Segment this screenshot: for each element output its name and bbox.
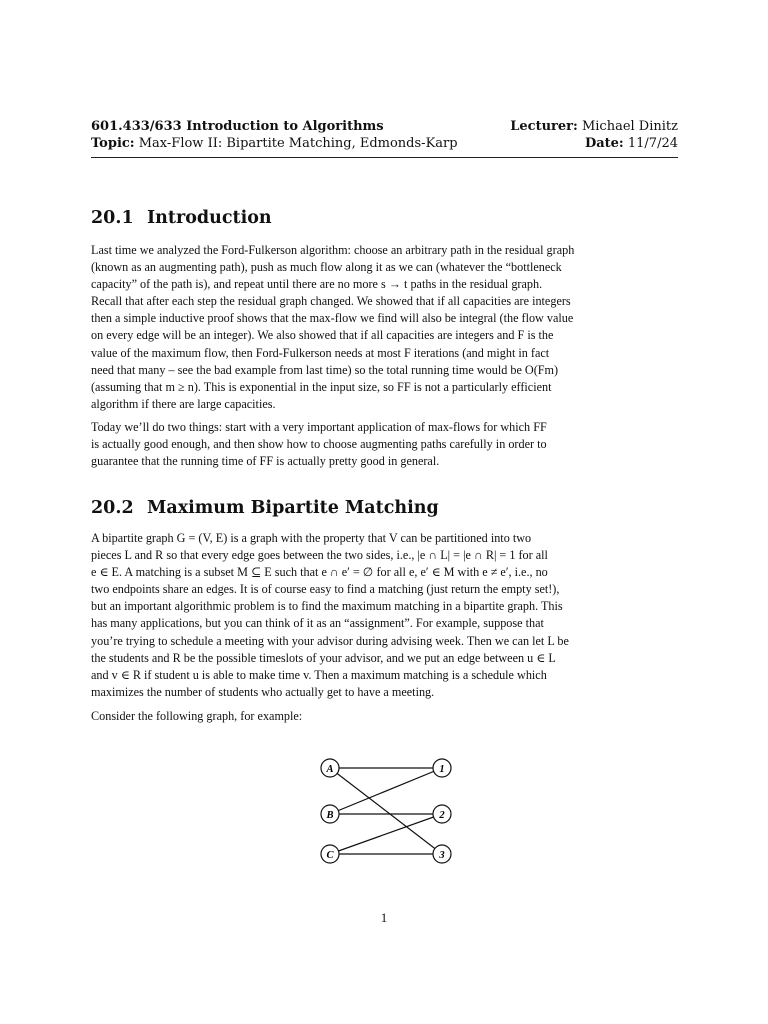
matching-paragraph-1 (91, 530, 678, 701)
graph-node-label: C (326, 849, 334, 861)
graph-node-A (321, 759, 339, 777)
section-number: 20.2 (91, 498, 134, 518)
text-line: you’re trying to schedule a meeting with your advisor during advising week. Then we can let L be (91, 633, 569, 648)
text-line: maximizes the number of students who actually get to have a meeting. (91, 684, 435, 699)
text-line: and v ∈ R if student u is able to make time v. Then a maximum matching is a schedule which (91, 667, 547, 682)
section-title: Introduction (147, 208, 272, 228)
topic-label: Topic: (91, 136, 135, 151)
graph-node-label: B (326, 809, 334, 821)
header-right (510, 118, 678, 152)
text-line: capacity” of the path is), and repeat until there are no more s → t paths in the residual graph. (91, 277, 543, 292)
graph-node-C (321, 845, 339, 863)
section-heading-matching (91, 497, 439, 519)
text-line: is actually good enough, and then show how to choose augmenting paths carefully in order to (91, 437, 547, 452)
header-left (91, 118, 458, 152)
topic-text: Max-Flow II: Bipartite Matching, Edmonds-Karp (138, 136, 458, 151)
graph-edge-B-1 (330, 768, 442, 814)
graph-edge-C-2 (330, 814, 442, 854)
text-line: (known as an augmenting path), push as much flow along it as we can (whatever the “bottleneck (91, 260, 562, 275)
text-line: (assuming that m ≥ n). This is exponential in the input size, so FF is not a particularly efficient (91, 379, 552, 394)
graph-node-2 (433, 805, 451, 823)
bipartite-graph-figure (300, 750, 470, 870)
section-title: Maximum Bipartite Matching (147, 498, 439, 518)
text-line: Last time we analyzed the Ford-Fulkerson algorithm: choose an arbitrary path in the residual graph (91, 243, 575, 257)
text-line: two endpoints share an edges. It is of course easy to find a matching (just return the empty set!), (91, 582, 560, 597)
lecturer-label: Lecturer: (510, 119, 578, 134)
graph-node-label: 1 (439, 763, 445, 775)
section-heading-intro (91, 207, 272, 229)
graph-node-B (321, 805, 339, 823)
text-line: has many applications, but you can think of it as an “assignment”. For example, suppose that (91, 616, 544, 631)
graph-node-1 (433, 759, 451, 777)
text-line: guarantee that the running time of FF is actually pretty good in general. (91, 454, 440, 469)
graph-node-label: A (326, 763, 334, 775)
matching-paragraph-2: Consider the following graph, for example: (91, 709, 303, 723)
date-label: Date: (584, 136, 624, 151)
date-text: 11/7/24 (627, 136, 678, 151)
text-line: algorithm if there are large capacities. (91, 396, 276, 411)
lecturer-name: Michael Dinitz (581, 119, 678, 134)
graph-edge-A-3 (330, 768, 442, 854)
graph-node-label: 2 (439, 809, 445, 821)
text-line: the students and R be the possible timeslots of your advisor, and we put an edge between u ∈ L (91, 650, 556, 665)
text-line: on every edge will be an integer). We also showed that if all capacities are integers and F is the (91, 328, 554, 343)
course-title: 601.433/633 Introduction to Algorithms (91, 119, 384, 134)
header-rule (91, 157, 678, 158)
page-number: 1 (380, 910, 388, 925)
graph-node-label: 3 (439, 849, 445, 861)
text-line: value of the maximum flow, then Ford-Fulkerson needs at most F iterations (and might in fact (91, 345, 550, 360)
text-line: Recall that after each step the residual graph changed. We showed that if all capacities are integers (91, 294, 571, 309)
intro-paragraph-1 (91, 242, 678, 413)
intro-paragraph-2 (91, 419, 678, 470)
text-line: e ∈ E. A matching is a subset M ⊆ E such that e ∩ e′ = ∅ for all e, e′ ∈ M with e ≠ e′, i.e., no (91, 565, 548, 580)
section-number: 20.1 (91, 208, 134, 228)
text-line: A bipartite graph G = (V, E) is a graph with the property that V can be partitioned into two (91, 531, 532, 545)
text-line: Today we’ll do two things: start with a very important application of max-flows for which FF (91, 420, 547, 434)
text-line: pieces L and R so that every edge goes between the two sides, i.e., |e ∩ L| = |e ∩ R| = 1 for all (91, 548, 548, 563)
text-line: but an important algorithmic problem is to find the maximum matching in a bipartite graph. This (91, 599, 563, 614)
graph-node-3 (433, 845, 451, 863)
text-line: then a simple inductive proof shows that the max-flow we find will also be integral (the flow value (91, 311, 574, 326)
text-line: need that many – see the bad example from last time) so the total running time would be O(Fm) (91, 362, 559, 377)
